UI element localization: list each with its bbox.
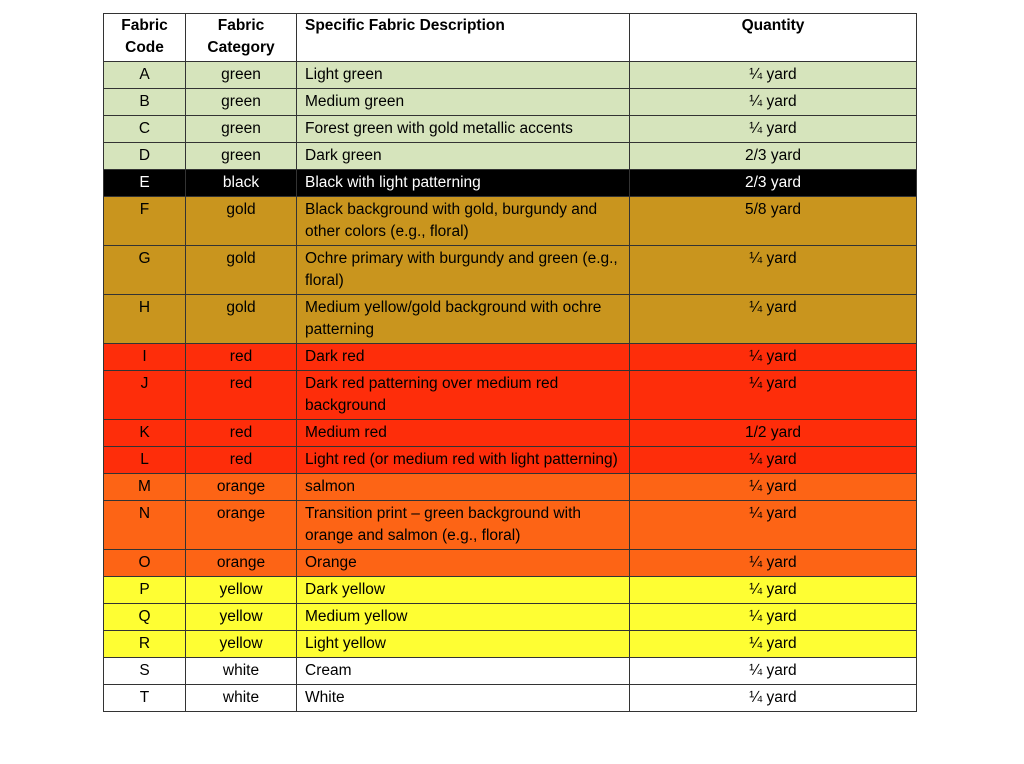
fabric-code-cell: Q: [104, 604, 186, 631]
fabric-code-cell: G: [104, 246, 186, 295]
fabric-code-cell: D: [104, 143, 186, 170]
fabric-category-cell: gold: [186, 295, 297, 344]
fabric-category-cell: black: [186, 170, 297, 197]
fabric-description-cell: Light red (or medium red with light patterning): [297, 447, 630, 474]
fabric-category-cell: white: [186, 658, 297, 685]
table-row: [104, 658, 917, 685]
fabric-quantity-cell: ¼ yard: [630, 501, 917, 550]
table-row: [104, 143, 917, 170]
table-row: [104, 89, 917, 116]
fabric-description-cell: Medium red: [297, 420, 630, 447]
fabric-quantity-cell: ¼ yard: [630, 371, 917, 420]
fabric-quantity-cell: 5/8 yard: [630, 197, 917, 246]
fabric-quantity-cell: ¼ yard: [630, 577, 917, 604]
header-category-line2: Category: [207, 39, 275, 56]
table-row: [104, 197, 917, 246]
fabric-description-cell: Ochre primary with burgundy and green (e.g., floral): [297, 246, 630, 295]
fabric-description-cell: Medium yellow/gold background with ochre patterning: [297, 295, 630, 344]
table-row: [104, 62, 917, 89]
table-row: [104, 116, 917, 143]
fabric-description-cell: Light yellow: [297, 631, 630, 658]
fabric-quantity-cell: ¼ yard: [630, 685, 917, 712]
fabric-description-cell: Dark yellow: [297, 577, 630, 604]
header-fabric-code: [104, 14, 186, 62]
fabric-category-cell: orange: [186, 474, 297, 501]
fabric-code-cell: K: [104, 420, 186, 447]
fabric-category-cell: yellow: [186, 577, 297, 604]
table-row: [104, 170, 917, 197]
fabric-quantity-cell: ¼ yard: [630, 447, 917, 474]
fabric-description-cell: Medium green: [297, 89, 630, 116]
header-row: [104, 14, 917, 62]
fabric-category-cell: yellow: [186, 604, 297, 631]
fabric-description-cell: Light green: [297, 62, 630, 89]
fabric-description-cell: Dark green: [297, 143, 630, 170]
fabric-quantity-cell: ¼ yard: [630, 550, 917, 577]
table-body: [104, 62, 917, 712]
table-row: [104, 604, 917, 631]
fabric-description-cell: Transition print – green background with orange and salmon (e.g., floral): [297, 501, 630, 550]
fabric-category-cell: green: [186, 143, 297, 170]
fabric-code-cell: F: [104, 197, 186, 246]
header-description: Specific Fabric Description: [297, 14, 630, 62]
fabric-code-cell: I: [104, 344, 186, 371]
fabric-description-cell: salmon: [297, 474, 630, 501]
fabric-quantity-cell: ¼ yard: [630, 116, 917, 143]
table-row: [104, 246, 917, 295]
fabric-code-cell: O: [104, 550, 186, 577]
fabric-code-cell: S: [104, 658, 186, 685]
table-row: [104, 344, 917, 371]
fabric-quantity-cell: 2/3 yard: [630, 170, 917, 197]
fabric-category-cell: red: [186, 447, 297, 474]
fabric-code-cell: A: [104, 62, 186, 89]
fabric-quantity-cell: ¼ yard: [630, 246, 917, 295]
fabric-quantity-cell: ¼ yard: [630, 604, 917, 631]
fabric-code-cell: N: [104, 501, 186, 550]
fabric-code-cell: L: [104, 447, 186, 474]
fabric-category-cell: gold: [186, 246, 297, 295]
table-row: [104, 631, 917, 658]
fabric-code-cell: P: [104, 577, 186, 604]
table-row: [104, 501, 917, 550]
fabric-code-cell: H: [104, 295, 186, 344]
fabric-quantity-cell: 1/2 yard: [630, 420, 917, 447]
fabric-category-cell: red: [186, 344, 297, 371]
fabric-code-cell: B: [104, 89, 186, 116]
table-row: [104, 447, 917, 474]
header-category-line1: Fabric: [217, 17, 265, 34]
fabric-code-cell: R: [104, 631, 186, 658]
fabric-code-cell: C: [104, 116, 186, 143]
fabric-category-cell: white: [186, 685, 297, 712]
fabric-code-cell: M: [104, 474, 186, 501]
fabric-quantity-cell: ¼ yard: [630, 62, 917, 89]
fabric-quantity-cell: ¼ yard: [630, 295, 917, 344]
fabric-category-cell: yellow: [186, 631, 297, 658]
fabric-quantity-cell: ¼ yard: [630, 89, 917, 116]
fabric-quantity-cell: ¼ yard: [630, 658, 917, 685]
fabric-code-cell: T: [104, 685, 186, 712]
fabric-description-cell: Black background with gold, burgundy and other colors (e.g., floral): [297, 197, 630, 246]
fabric-description-cell: Orange: [297, 550, 630, 577]
fabric-description-cell: Forest green with gold metallic accents: [297, 116, 630, 143]
table-row: [104, 371, 917, 420]
table-row: [104, 577, 917, 604]
fabric-code-cell: E: [104, 170, 186, 197]
header-quantity: Quantity: [630, 14, 917, 62]
fabric-category-cell: orange: [186, 501, 297, 550]
fabric-category-cell: green: [186, 89, 297, 116]
fabric-table: [103, 13, 917, 712]
fabric-category-cell: green: [186, 116, 297, 143]
fabric-quantity-cell: ¼ yard: [630, 344, 917, 371]
fabric-category-cell: green: [186, 62, 297, 89]
header-code-line2: Code: [125, 39, 164, 56]
fabric-description-cell: Dark red patterning over medium red background: [297, 371, 630, 420]
fabric-description-cell: White: [297, 685, 630, 712]
table-row: [104, 474, 917, 501]
fabric-description-cell: Dark red: [297, 344, 630, 371]
header-code-line1: Fabric: [121, 17, 168, 34]
table-row: [104, 295, 917, 344]
header-fabric-category: [186, 14, 297, 62]
fabric-category-cell: red: [186, 371, 297, 420]
fabric-description-cell: Medium yellow: [297, 604, 630, 631]
fabric-description-cell: Black with light patterning: [297, 170, 630, 197]
fabric-quantity-cell: ¼ yard: [630, 474, 917, 501]
fabric-category-cell: red: [186, 420, 297, 447]
fabric-category-cell: gold: [186, 197, 297, 246]
fabric-quantity-cell: ¼ yard: [630, 631, 917, 658]
table-row: [104, 420, 917, 447]
fabric-category-cell: orange: [186, 550, 297, 577]
table-row: [104, 550, 917, 577]
fabric-description-cell: Cream: [297, 658, 630, 685]
fabric-quantity-cell: 2/3 yard: [630, 143, 917, 170]
table-row: [104, 685, 917, 712]
fabric-code-cell: J: [104, 371, 186, 420]
